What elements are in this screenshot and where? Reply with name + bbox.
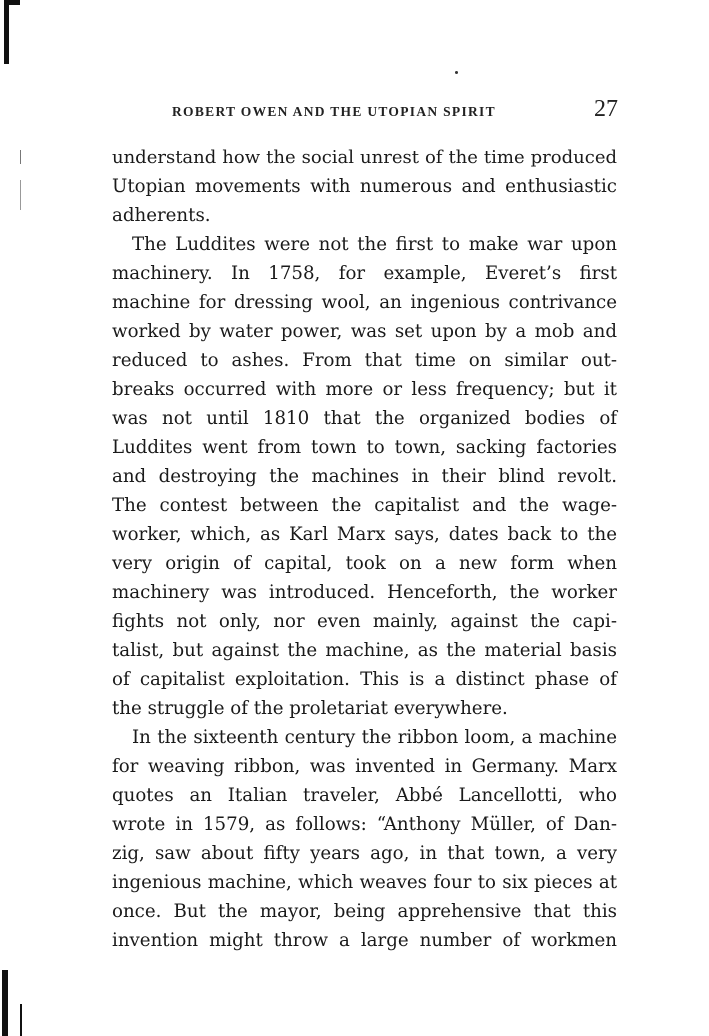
text-line: very origin of capital, took on a new form when bbox=[112, 553, 617, 574]
text-line: machinery was introduced. Henceforth, the worker bbox=[112, 582, 617, 603]
text-line: the struggle of the proletariat everywhere. bbox=[112, 698, 508, 719]
text-line: quotes an Italian traveler, Abbé Lancellotti, who bbox=[112, 785, 617, 806]
text-line: zig, saw about fifty years ago, in that town, a very bbox=[112, 843, 617, 864]
text-line: of capitalist exploitation. This is a distinct phase of bbox=[112, 669, 617, 690]
text-line: breaks occurred with more or less frequency; but it bbox=[112, 379, 617, 400]
text-line: was not until 1810 that the organized bodies of bbox=[112, 408, 617, 429]
text-line: understand how the social unrest of the time produced bbox=[112, 147, 617, 168]
text-line: once. But the mayor, being apprehensive that this bbox=[112, 901, 617, 922]
text-line: In the sixteenth century the ribbon loom, a machine bbox=[132, 727, 617, 748]
text-line: The contest between the capitalist and the wage- bbox=[112, 495, 617, 516]
text-line: worked by water power, was set upon by a mob and bbox=[112, 321, 617, 342]
text-line: Utopian movements with numerous and enthusiastic bbox=[112, 176, 617, 197]
scan-edge-tick-2 bbox=[20, 180, 21, 210]
running-header bbox=[112, 96, 618, 124]
text-line: worker, which, as Karl Marx says, dates back to the bbox=[112, 524, 617, 545]
text-line: fights not only, nor even mainly, against the capi- bbox=[112, 611, 617, 632]
scan-edge-mark-top-hook bbox=[4, 0, 20, 5]
text-line: reduced to ashes. From that time on similar out- bbox=[112, 350, 617, 371]
text-line: ingenious machine, which weaves four to six pieces at bbox=[112, 872, 617, 893]
text-line: and destroying the machines in their blind revolt. bbox=[112, 466, 617, 487]
speck-dot bbox=[455, 71, 458, 74]
scan-edge-mark-bottom bbox=[2, 970, 8, 1036]
running-title: ROBERT OWEN AND THE UTOPIAN SPIRIT bbox=[172, 104, 496, 119]
scan-edge-tick-1 bbox=[20, 150, 21, 164]
text-line: invention might throw a large number of workmen bbox=[112, 930, 617, 951]
text-line: Luddites went from town to town, sacking factories bbox=[112, 437, 617, 458]
text-line: for weaving ribbon, was invented in Germany. Marx bbox=[112, 756, 617, 777]
text-line: The Luddites were not the first to make war upon bbox=[132, 234, 617, 255]
text-line: wrote in 1579, as follows: “Anthony Müller, of Dan- bbox=[112, 814, 617, 835]
text-line: adherents. bbox=[112, 205, 211, 226]
text-line: machine for dressing wool, an ingenious contrivance bbox=[112, 292, 617, 313]
scan-edge-mark-top bbox=[4, 0, 9, 64]
body-text bbox=[112, 143, 617, 955]
page-number: 27 bbox=[594, 96, 618, 122]
text-line: talist, but against the machine, as the material basis bbox=[112, 640, 617, 661]
text-line: machinery. In 1758, for example, Everet’s first bbox=[112, 263, 617, 284]
scan-edge-mark-bottom-line bbox=[20, 1004, 22, 1036]
